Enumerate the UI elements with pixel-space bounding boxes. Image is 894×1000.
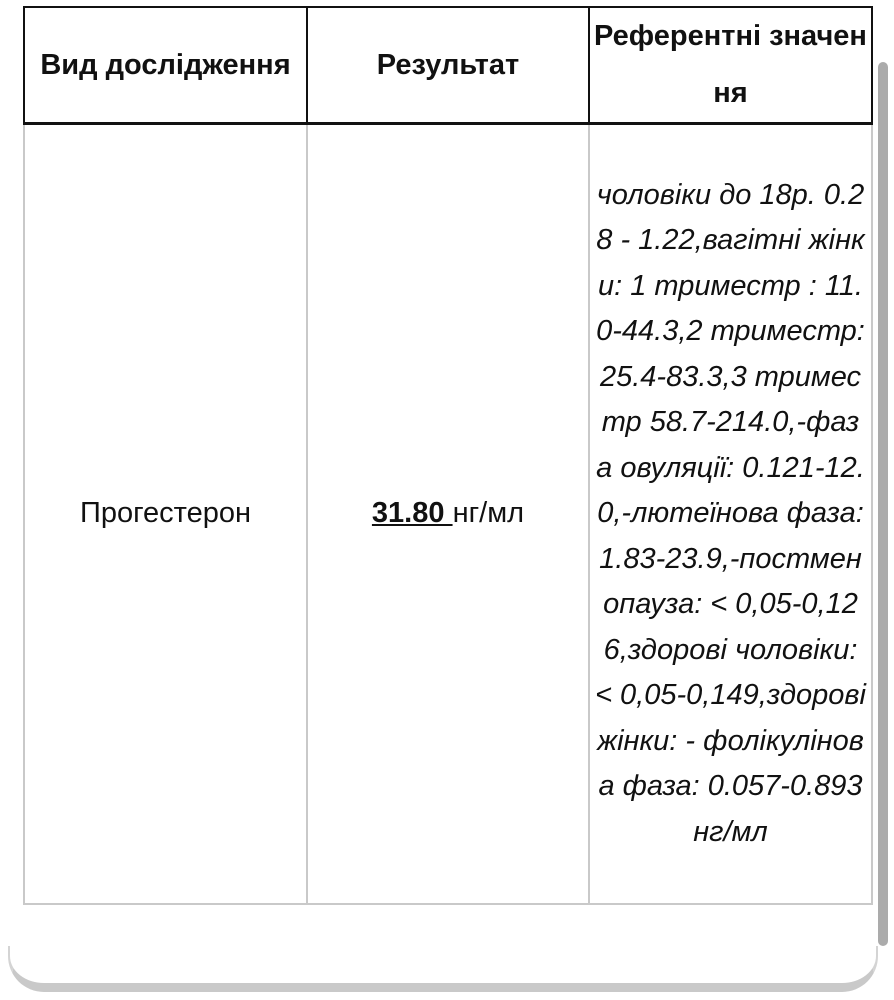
test-name-cell: Прогестерон (24, 124, 307, 904)
lab-results-table (23, 6, 873, 905)
result-unit: нг/мл (452, 497, 525, 530)
vertical-scrollbar[interactable] (878, 62, 888, 946)
reference-values-cell: чоловіки до 18р. 0.28 - 1.22,вагітні жінки: 1 триместр : 11.0-44.3,2 триместр: 25.4-83.3,3 триместр 58.7-214.0,-фаза овуляції: 0.121-12.0,-лютеїнова фаза: 1.83-23.9,-постменопауза: < 0,05-0,126,здорові чоловіки: < 0,05-0,149,здорові жінки: - фолікулінова фаза: 0.057-0.893 нг/мл (589, 124, 872, 904)
header-reference: Референтні значення (589, 7, 872, 124)
table-header-row (24, 7, 872, 124)
sheet-bottom-edge (8, 946, 878, 992)
table-row (24, 124, 872, 904)
header-test-type: Вид дослідження (24, 7, 307, 124)
header-result: Результат (307, 7, 589, 124)
result-value-link[interactable]: 31.80 (371, 497, 453, 530)
result-cell (307, 124, 589, 904)
